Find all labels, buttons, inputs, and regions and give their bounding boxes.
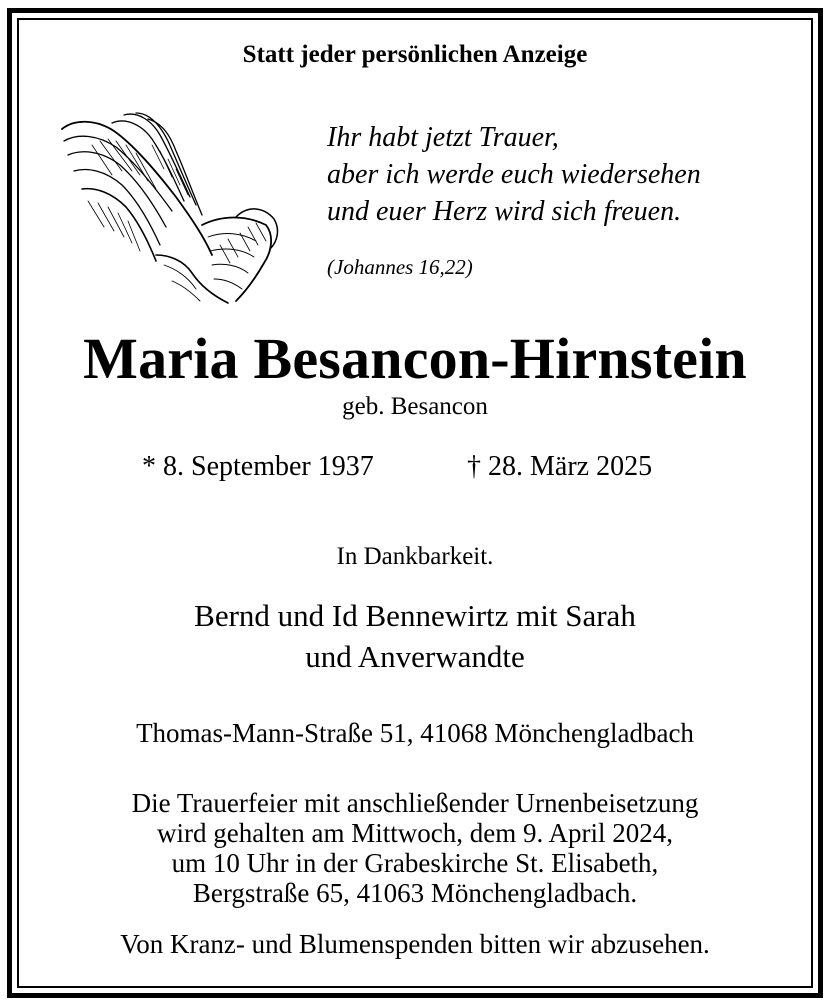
service-line: wird gehalten am Mittwoch, dem 9. April 2024, bbox=[157, 818, 673, 848]
verse-line: Ihr habt jetzt Trauer, bbox=[327, 122, 559, 153]
mourners bbox=[12, 595, 818, 677]
bible-verse bbox=[327, 119, 701, 230]
thanks-text: In Dankbarkeit. bbox=[336, 543, 494, 570]
service-line: Die Trauerfeier mit anschließender Urnenbeisetzung bbox=[131, 788, 699, 818]
verse-line: aber ich werde euch wiedersehen bbox=[327, 159, 701, 190]
header-text: Statt jeder persönlichen Anzeige bbox=[242, 41, 588, 68]
birth-date: * 8. September 1937 bbox=[142, 451, 374, 482]
outer-border bbox=[7, 8, 823, 998]
verse-line: und euer Herz wird sich freuen. bbox=[327, 196, 682, 227]
service-line: Bergstraße 65, 41063 Mönchengladbach. bbox=[192, 878, 638, 908]
deceased-name: Maria Besancon-Hirnstein bbox=[83, 326, 747, 391]
maiden-name: geb. Besancon bbox=[342, 393, 488, 420]
verse-reference: (Johannes 16,22) bbox=[327, 255, 473, 279]
mourner-line: und Anverwandte bbox=[305, 639, 525, 674]
family-address: Thomas-Mann-Straße 51, 41068 Mönchengladbach bbox=[136, 718, 694, 748]
closing-note: Von Kranz- und Blumenspenden bitten wir abzusehen. bbox=[120, 929, 710, 959]
praying-hands-icon bbox=[52, 105, 282, 310]
death-date: † 28. März 2025 bbox=[467, 451, 653, 482]
service-info bbox=[12, 788, 818, 908]
service-line: um 10 Uhr in der Grabeskirche St. Elisabeth, bbox=[171, 848, 659, 878]
mourner-line: Bernd und Id Bennewirtz mit Sarah bbox=[194, 598, 636, 633]
